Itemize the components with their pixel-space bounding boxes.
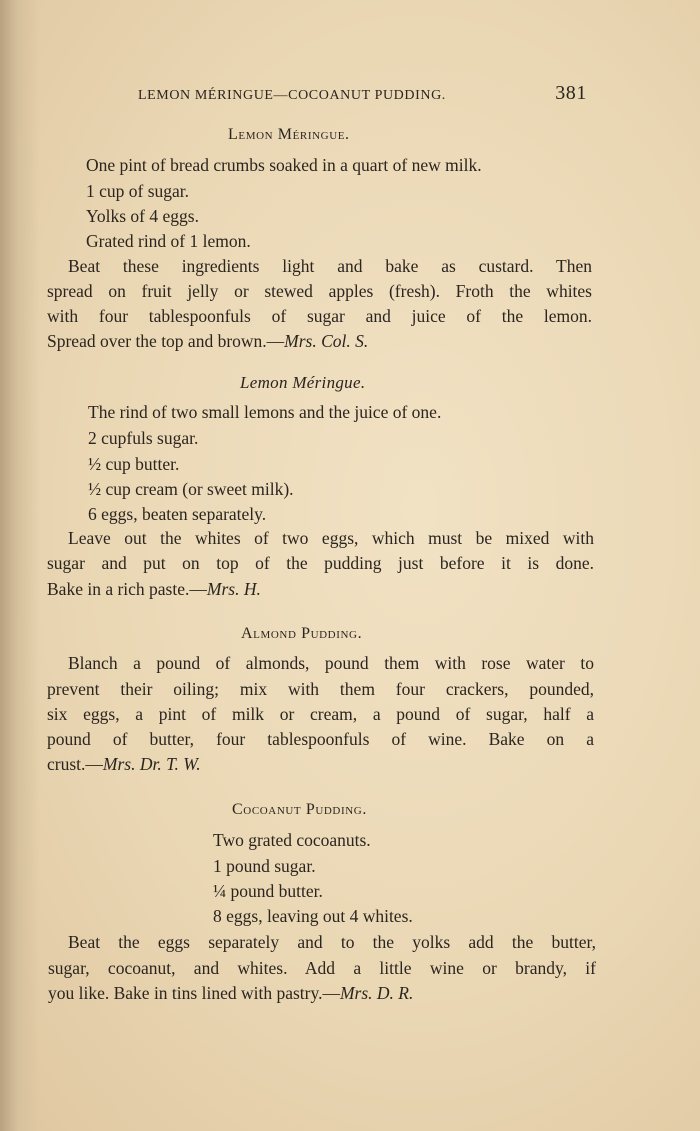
page-number: 381 [555, 82, 587, 104]
ingredient-line: Two grated cocoanuts. [213, 830, 371, 850]
ingredient-line: 1 pound sugar. [213, 856, 316, 876]
ingredient-line: ½ cup cream (or sweet milk). [88, 479, 294, 499]
ingredient-line: One pint of bread crumbs soaked in a quart of new milk. [86, 155, 482, 175]
recipe-title-lemon-meringue-1: Lemon Méringue. [228, 126, 350, 143]
method-line: Leave out the whites of two eggs, which must be mixed with [68, 528, 594, 548]
page-gutter-shadow [0, 0, 40, 1131]
ingredient-line: ½ cup butter. [88, 454, 180, 474]
ingredient-line: 8 eggs, leaving out 4 whites. [213, 906, 413, 926]
method-text: you like. Bake in tins lined with pastry.— [48, 983, 340, 1003]
ingredient-line: The rind of two small lemons and the juice of one. [88, 402, 442, 422]
ingredient-line: Grated rind of 1 lemon. [86, 231, 251, 251]
method-line-with-attribution [48, 985, 413, 1003]
method-line: prevent their oiling; mix with them four crackers, pounded, [47, 679, 594, 699]
attribution: Mrs. Col. S. [284, 331, 369, 351]
method-line: six eggs, a pint of milk or cream, a pound of sugar, half a [47, 704, 594, 724]
method-line: pound of butter, four tablespoonfuls of wine. Bake on a [47, 729, 594, 749]
method-text: Spread over the top and brown.— [47, 331, 285, 351]
method-line: Blanch a pound of almonds, pound them with rose water to [68, 653, 594, 673]
method-line: sugar and put on top of the pudding just before it is done. [47, 553, 594, 573]
method-line: with four tablespoonfuls of sugar and juice of the lemon. [47, 306, 592, 326]
ingredient-line: 1 cup of sugar. [86, 181, 190, 201]
ingredient-line: ¼ pound butter. [213, 881, 323, 901]
recipe-title-cocoanut-pudding: Cocoanut Pudding. [232, 801, 367, 818]
attribution: Mrs. D. R. [339, 983, 414, 1003]
attribution: Mrs. H. [206, 579, 261, 599]
ingredient-line: 6 eggs, beaten separately. [88, 504, 267, 524]
method-line-with-attribution [47, 581, 261, 599]
attribution: Mrs. Dr. T. W. [102, 754, 201, 774]
recipe-title-almond-pudding: Almond Pudding. [241, 625, 363, 642]
ingredient-line: 2 cupfuls sugar. [88, 428, 199, 448]
method-text: Bake in a rich paste.— [47, 579, 207, 599]
running-head [138, 84, 593, 110]
recipe-title-lemon-meringue-2: Lemon Méringue. [240, 373, 366, 392]
method-text: crust.— [47, 754, 103, 774]
method-line: Beat these ingredients light and bake as custard. Then [68, 256, 592, 276]
running-title: LEMON MÉRINGUE—COCOANUT PUDDING. [138, 88, 446, 103]
method-line: Beat the eggs separately and to the yolks add the butter, [68, 932, 596, 952]
ingredient-line: Yolks of 4 eggs. [86, 206, 199, 226]
method-line-with-attribution [47, 756, 201, 774]
method-line: spread on fruit jelly or stewed apples (fresh). Froth the whites [47, 281, 592, 301]
method-line-with-attribution [47, 333, 368, 351]
method-line: sugar, cocoanut, and whites. Add a little wine or brandy, if [48, 958, 596, 978]
